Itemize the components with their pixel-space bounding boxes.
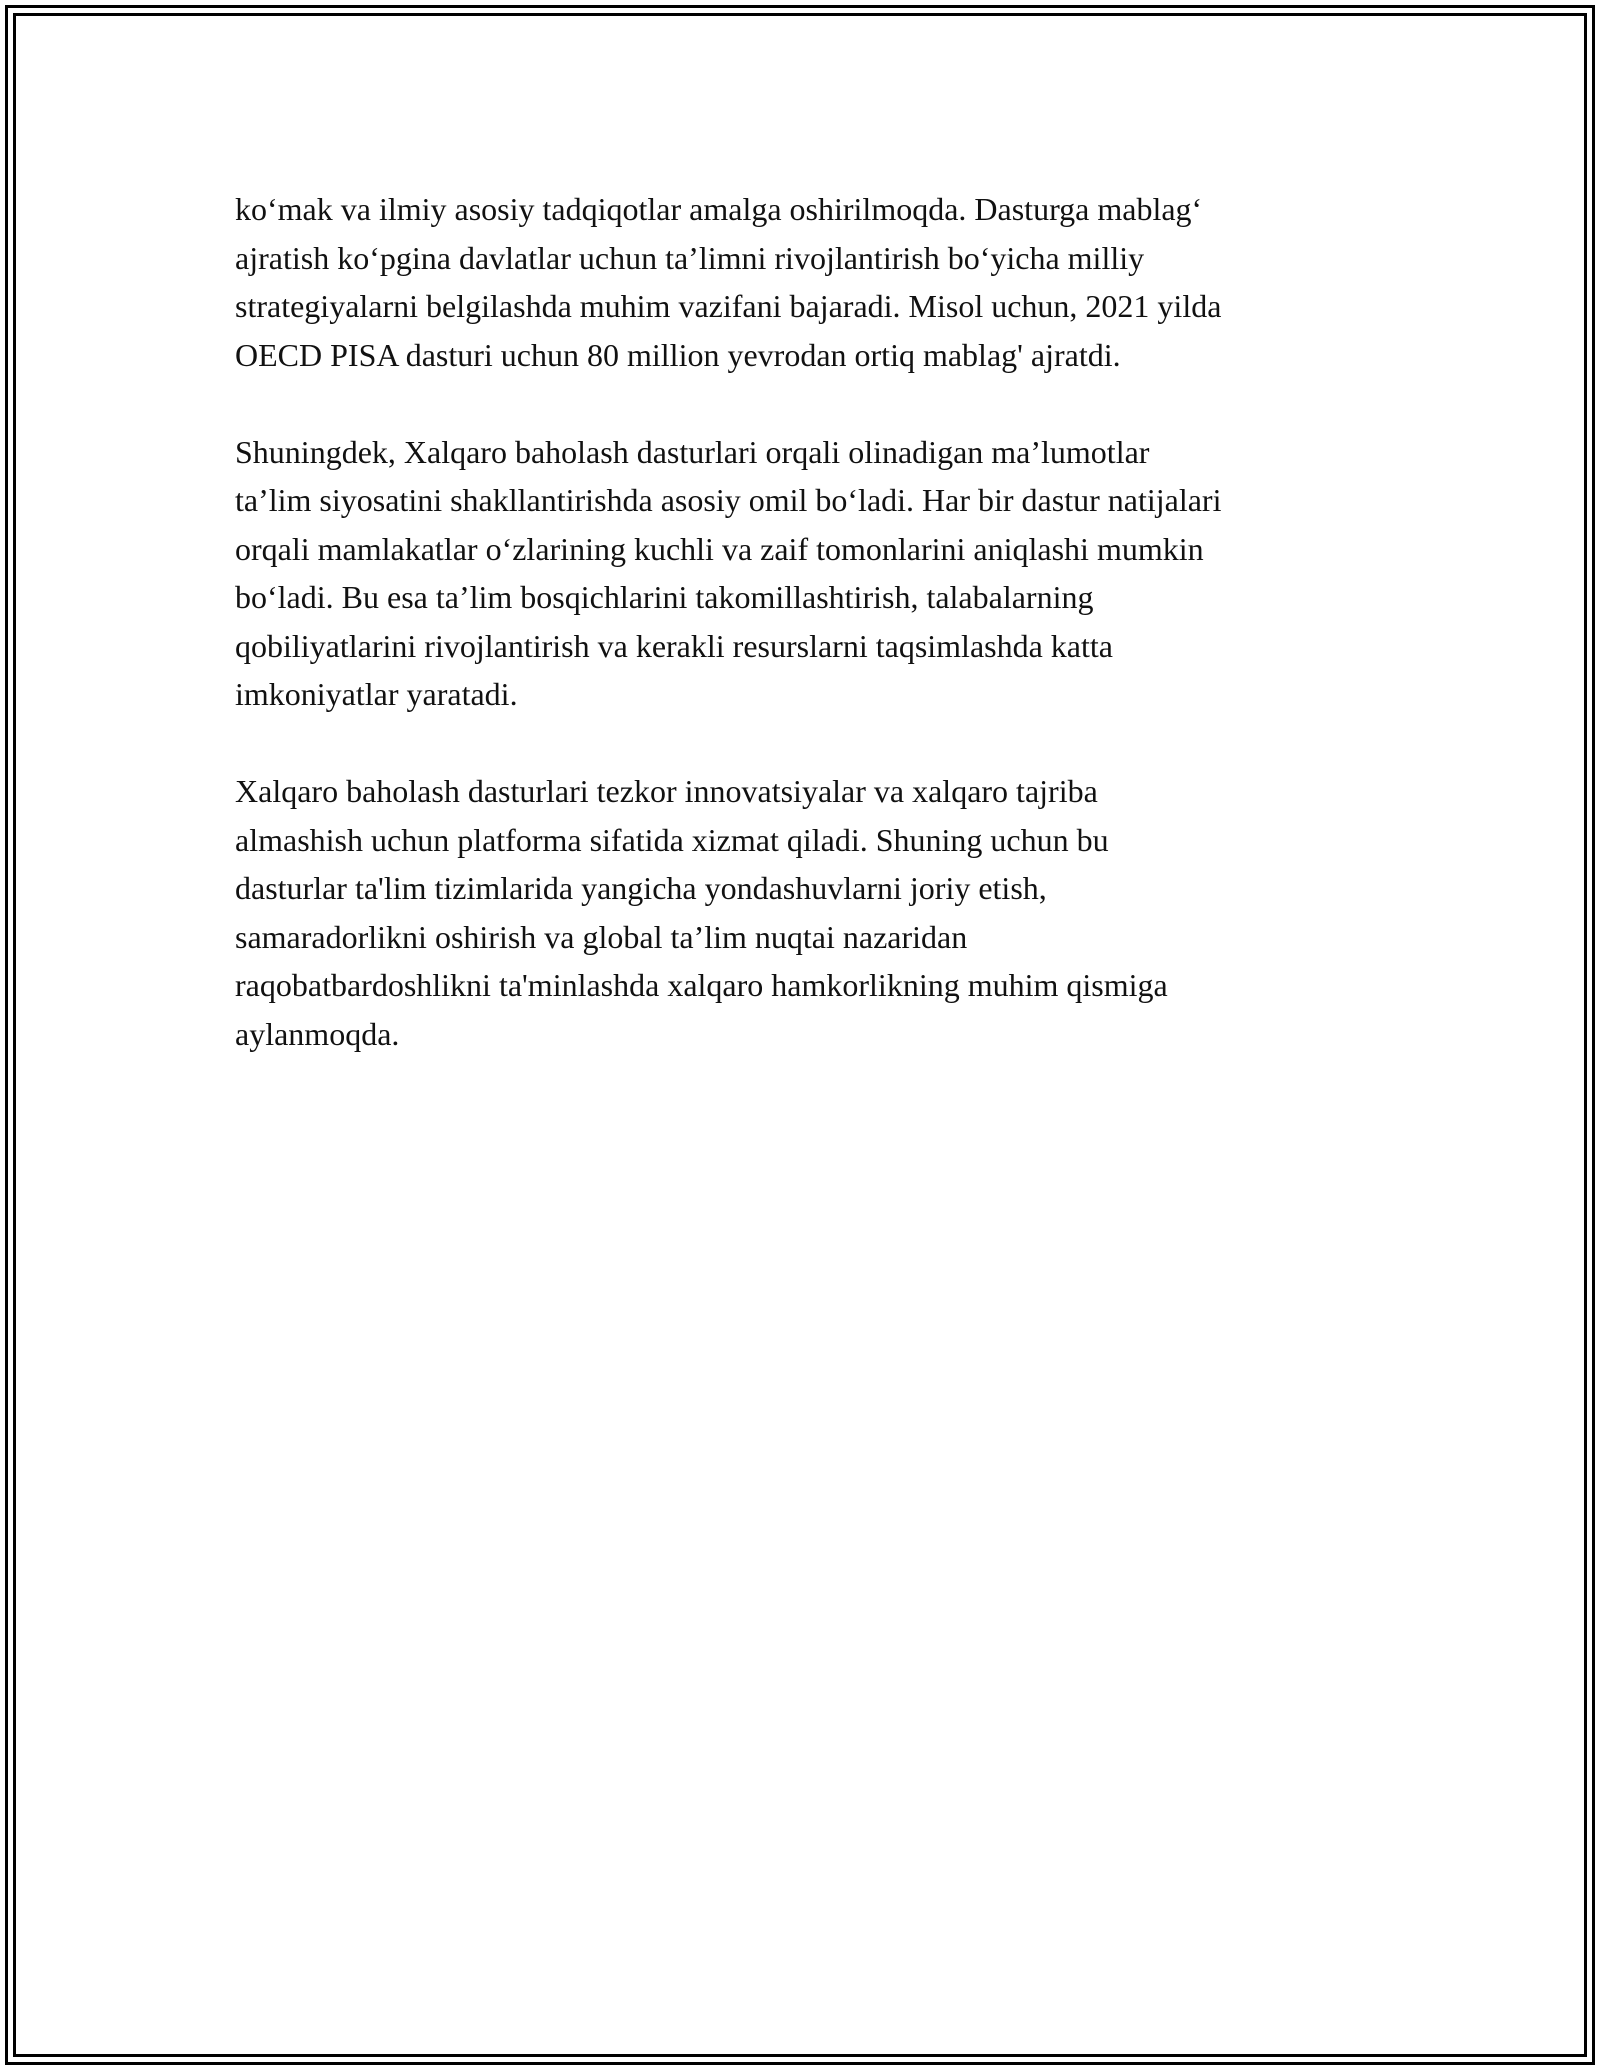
paragraph-1: [235, 185, 1385, 379]
paragraph-line: ajratish ko‘pgina davlatlar uchun ta’limni rivojlantirish bo‘yicha milliy: [235, 239, 1145, 276]
paragraph-line: qobiliyatlarini rivojlantirish va kerakli resurslarni taqsimlashda katta: [235, 627, 1113, 664]
paragraph-line: bo‘ladi. Bu esa ta’lim bosqichlarini takomillashtirish, talabalarning: [235, 579, 1094, 615]
paragraph-line: ta’lim siyosatini shakllantirishda asosiy omil bo‘ladi. Har bir dastur natijalari: [235, 482, 1222, 518]
paragraph-line: Shuningdek, Xalqaro baholash dasturlari orqali olinadigan ma’lumotlar: [235, 433, 1150, 470]
paragraph-line: aylanmoqda.: [235, 1015, 400, 1052]
document-body: [235, 185, 1385, 1107]
paragraph-line: dasturlar ta'lim tizimlarida yangicha yondashuvlarni joriy etish,: [235, 870, 1047, 906]
paragraph-3: [235, 767, 1385, 1058]
paragraph-line: Xalqaro baholash dasturlari tezkor innovatsiyalar va xalqaro tajriba: [235, 773, 1098, 809]
paragraph-line: ko‘mak va ilmiy asosiy tadqiqotlar amalga oshirilmoqda. Dasturga mablag‘: [235, 191, 1203, 227]
paragraph-line: orqali mamlakatlar o‘zlarining kuchli va zaif tomonlarini aniqlashi mumkin: [235, 530, 1204, 567]
paragraph-line: OECD PISA dasturi uchun 80 million yevrodan ortiq mablag' ajratdi.: [235, 336, 1121, 373]
paragraph-line: raqobatbardoshlikni ta'minlashda xalqaro hamkorlikning muhim qismiga: [235, 967, 1168, 1003]
paragraph-line: strategiyalarni belgilashda muhim vazifani bajaradi. Misol uchun, 2021 yilda: [235, 288, 1222, 324]
paragraph-line: almashish uchun platforma sifatida xizmat qiladi. Shuning uchun bu: [235, 821, 1109, 858]
paragraph-2: [235, 428, 1385, 719]
paragraph-line: imkoniyatlar yaratadi.: [235, 676, 518, 712]
paragraph-line: samaradorlikni oshirish va global ta’lim nuqtai nazaridan: [235, 918, 968, 955]
